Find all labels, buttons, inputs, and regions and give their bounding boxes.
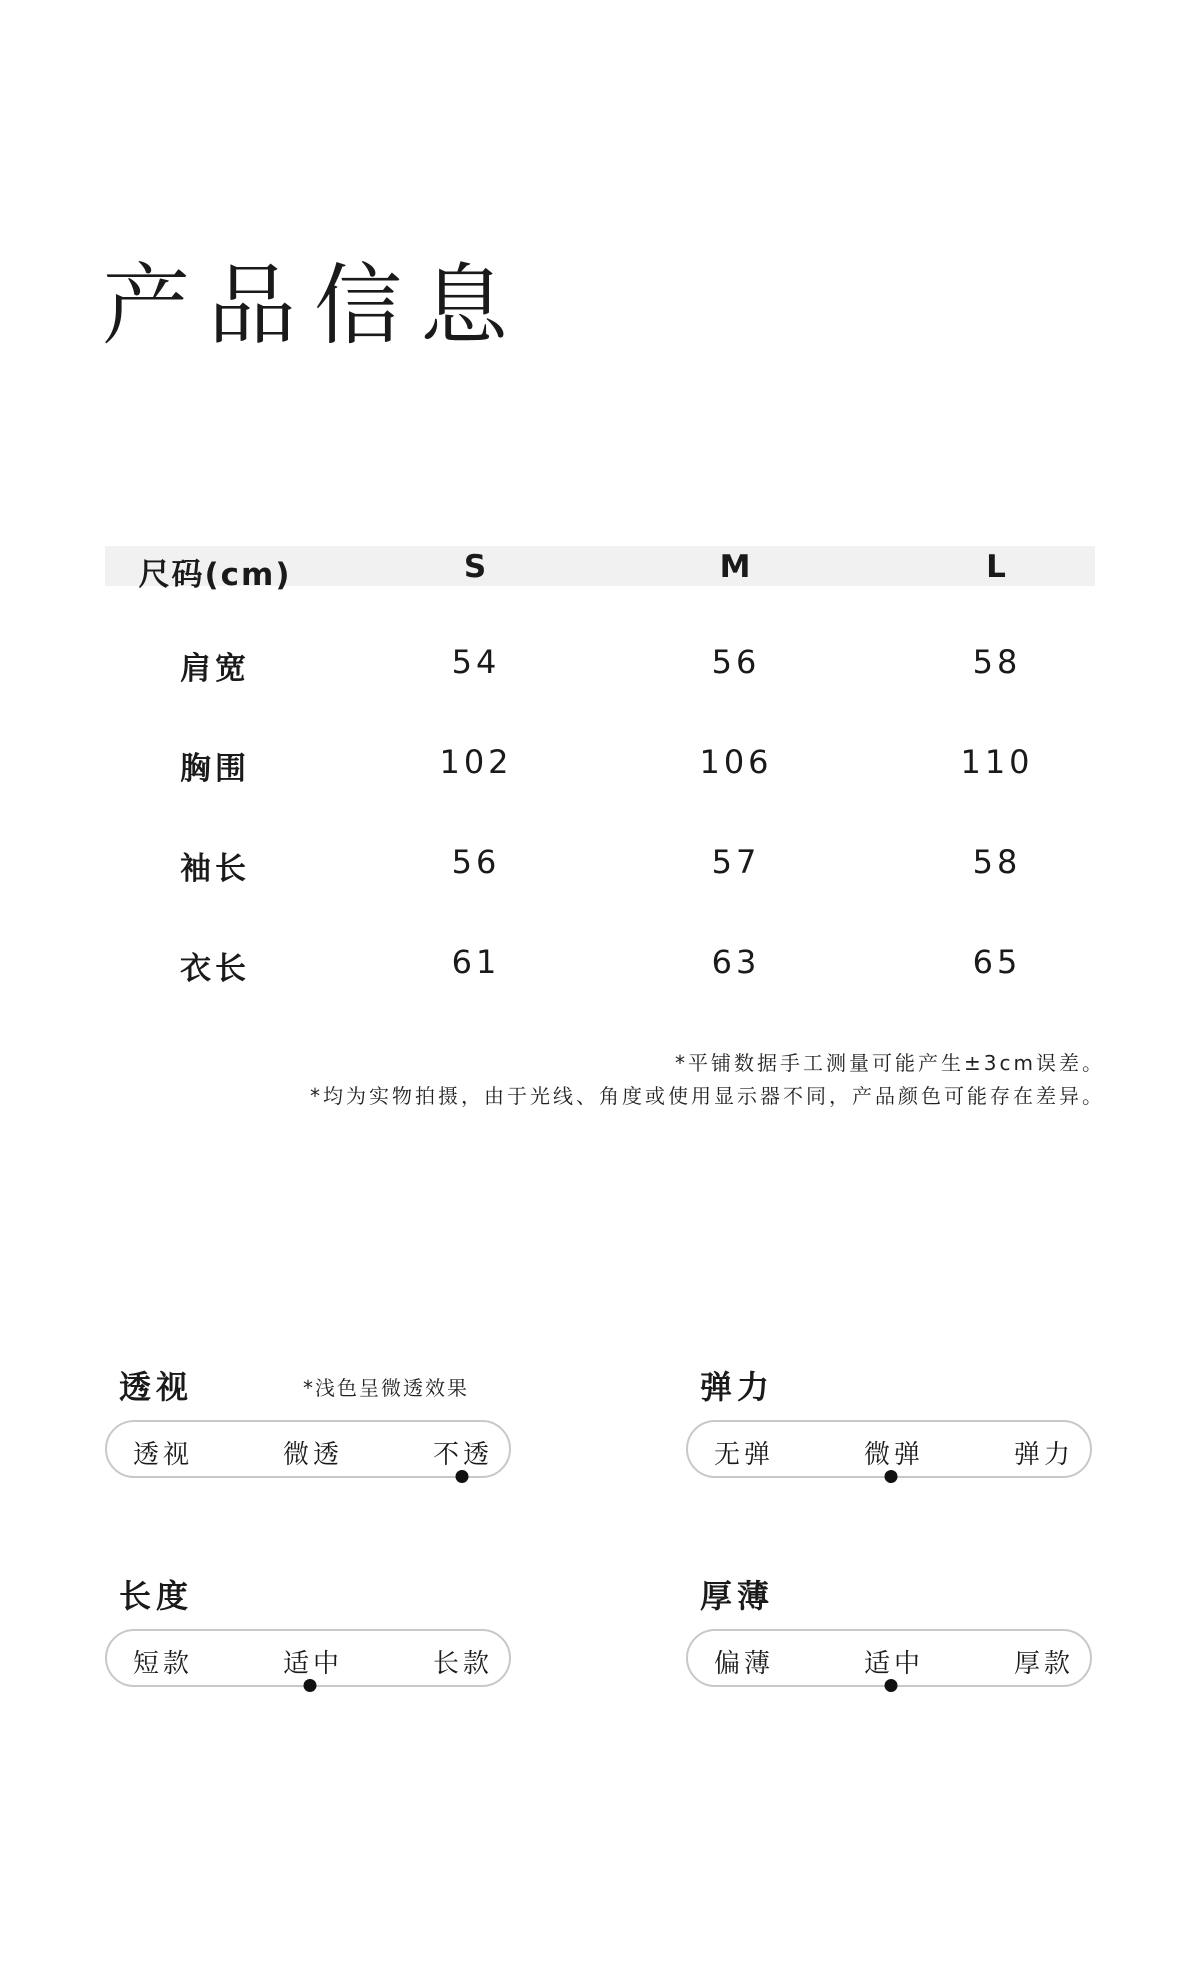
row-label: 胸围 xyxy=(180,751,250,787)
size-table-header xyxy=(105,546,1095,593)
scale-indicator-dot xyxy=(885,1679,898,1692)
row-value: 63 xyxy=(711,943,761,981)
attribute-title: 厚薄 xyxy=(700,1577,775,1615)
scale-indicator-dot xyxy=(456,1470,469,1483)
scale-option: 微透 xyxy=(283,1440,344,1470)
scale-indicator-dot xyxy=(885,1470,898,1483)
scale-option: 长款 xyxy=(433,1649,494,1679)
header-size-s: S xyxy=(463,549,489,585)
scale-option: 透视 xyxy=(133,1440,194,1470)
header-size-m: M xyxy=(719,549,753,585)
row-label: 衣长 xyxy=(180,951,250,987)
attribute-note: *浅色呈微透效果 xyxy=(303,1376,469,1400)
scale-option: 适中 xyxy=(864,1649,925,1679)
note-color-difference: *均为实物拍摄，由于光线、角度或使用显示器不同，产品颜色可能存在差异。 xyxy=(310,1084,1105,1108)
scale-option: 微弹 xyxy=(864,1440,925,1470)
row-value: 57 xyxy=(711,843,761,881)
header-size-l: L xyxy=(986,549,1008,585)
row-value: 56 xyxy=(711,643,761,681)
row-label: 袖长 xyxy=(180,851,250,887)
header-label: 尺码(cm) xyxy=(138,557,292,593)
row-value: 54 xyxy=(451,643,501,681)
attribute-title: 弹力 xyxy=(700,1368,775,1406)
row-value: 110 xyxy=(960,743,1034,781)
row-value: 65 xyxy=(972,943,1022,981)
scale-option: 短款 xyxy=(133,1649,194,1679)
scale-option: 厚款 xyxy=(1014,1649,1075,1679)
row-value: 58 xyxy=(972,643,1022,681)
table-row xyxy=(105,843,1095,943)
row-value: 58 xyxy=(972,843,1022,881)
size-table xyxy=(105,546,1095,1043)
attribute-title: 透视 xyxy=(119,1368,194,1406)
page-title: 产品信息 xyxy=(102,254,527,357)
table-row xyxy=(105,643,1095,743)
table-row xyxy=(105,943,1095,1043)
row-label: 肩宽 xyxy=(180,651,250,687)
scale-option: 偏薄 xyxy=(714,1649,775,1679)
measurement-notes xyxy=(310,1047,1105,1113)
table-row xyxy=(105,743,1095,843)
row-value: 102 xyxy=(439,743,513,781)
row-value: 61 xyxy=(451,943,501,981)
row-value: 56 xyxy=(451,843,501,881)
scale-option: 无弹 xyxy=(714,1440,775,1470)
row-value: 106 xyxy=(699,743,773,781)
scale-option: 适中 xyxy=(283,1649,344,1679)
attribute-title: 长度 xyxy=(119,1577,194,1615)
note-measurement-error: *平铺数据手工测量可能产生±3cm误差。 xyxy=(675,1051,1105,1075)
scale-indicator-dot xyxy=(304,1679,317,1692)
scale-option: 弹力 xyxy=(1014,1440,1075,1470)
scale-option: 不透 xyxy=(433,1440,494,1470)
attribute-scale xyxy=(105,1420,511,1478)
